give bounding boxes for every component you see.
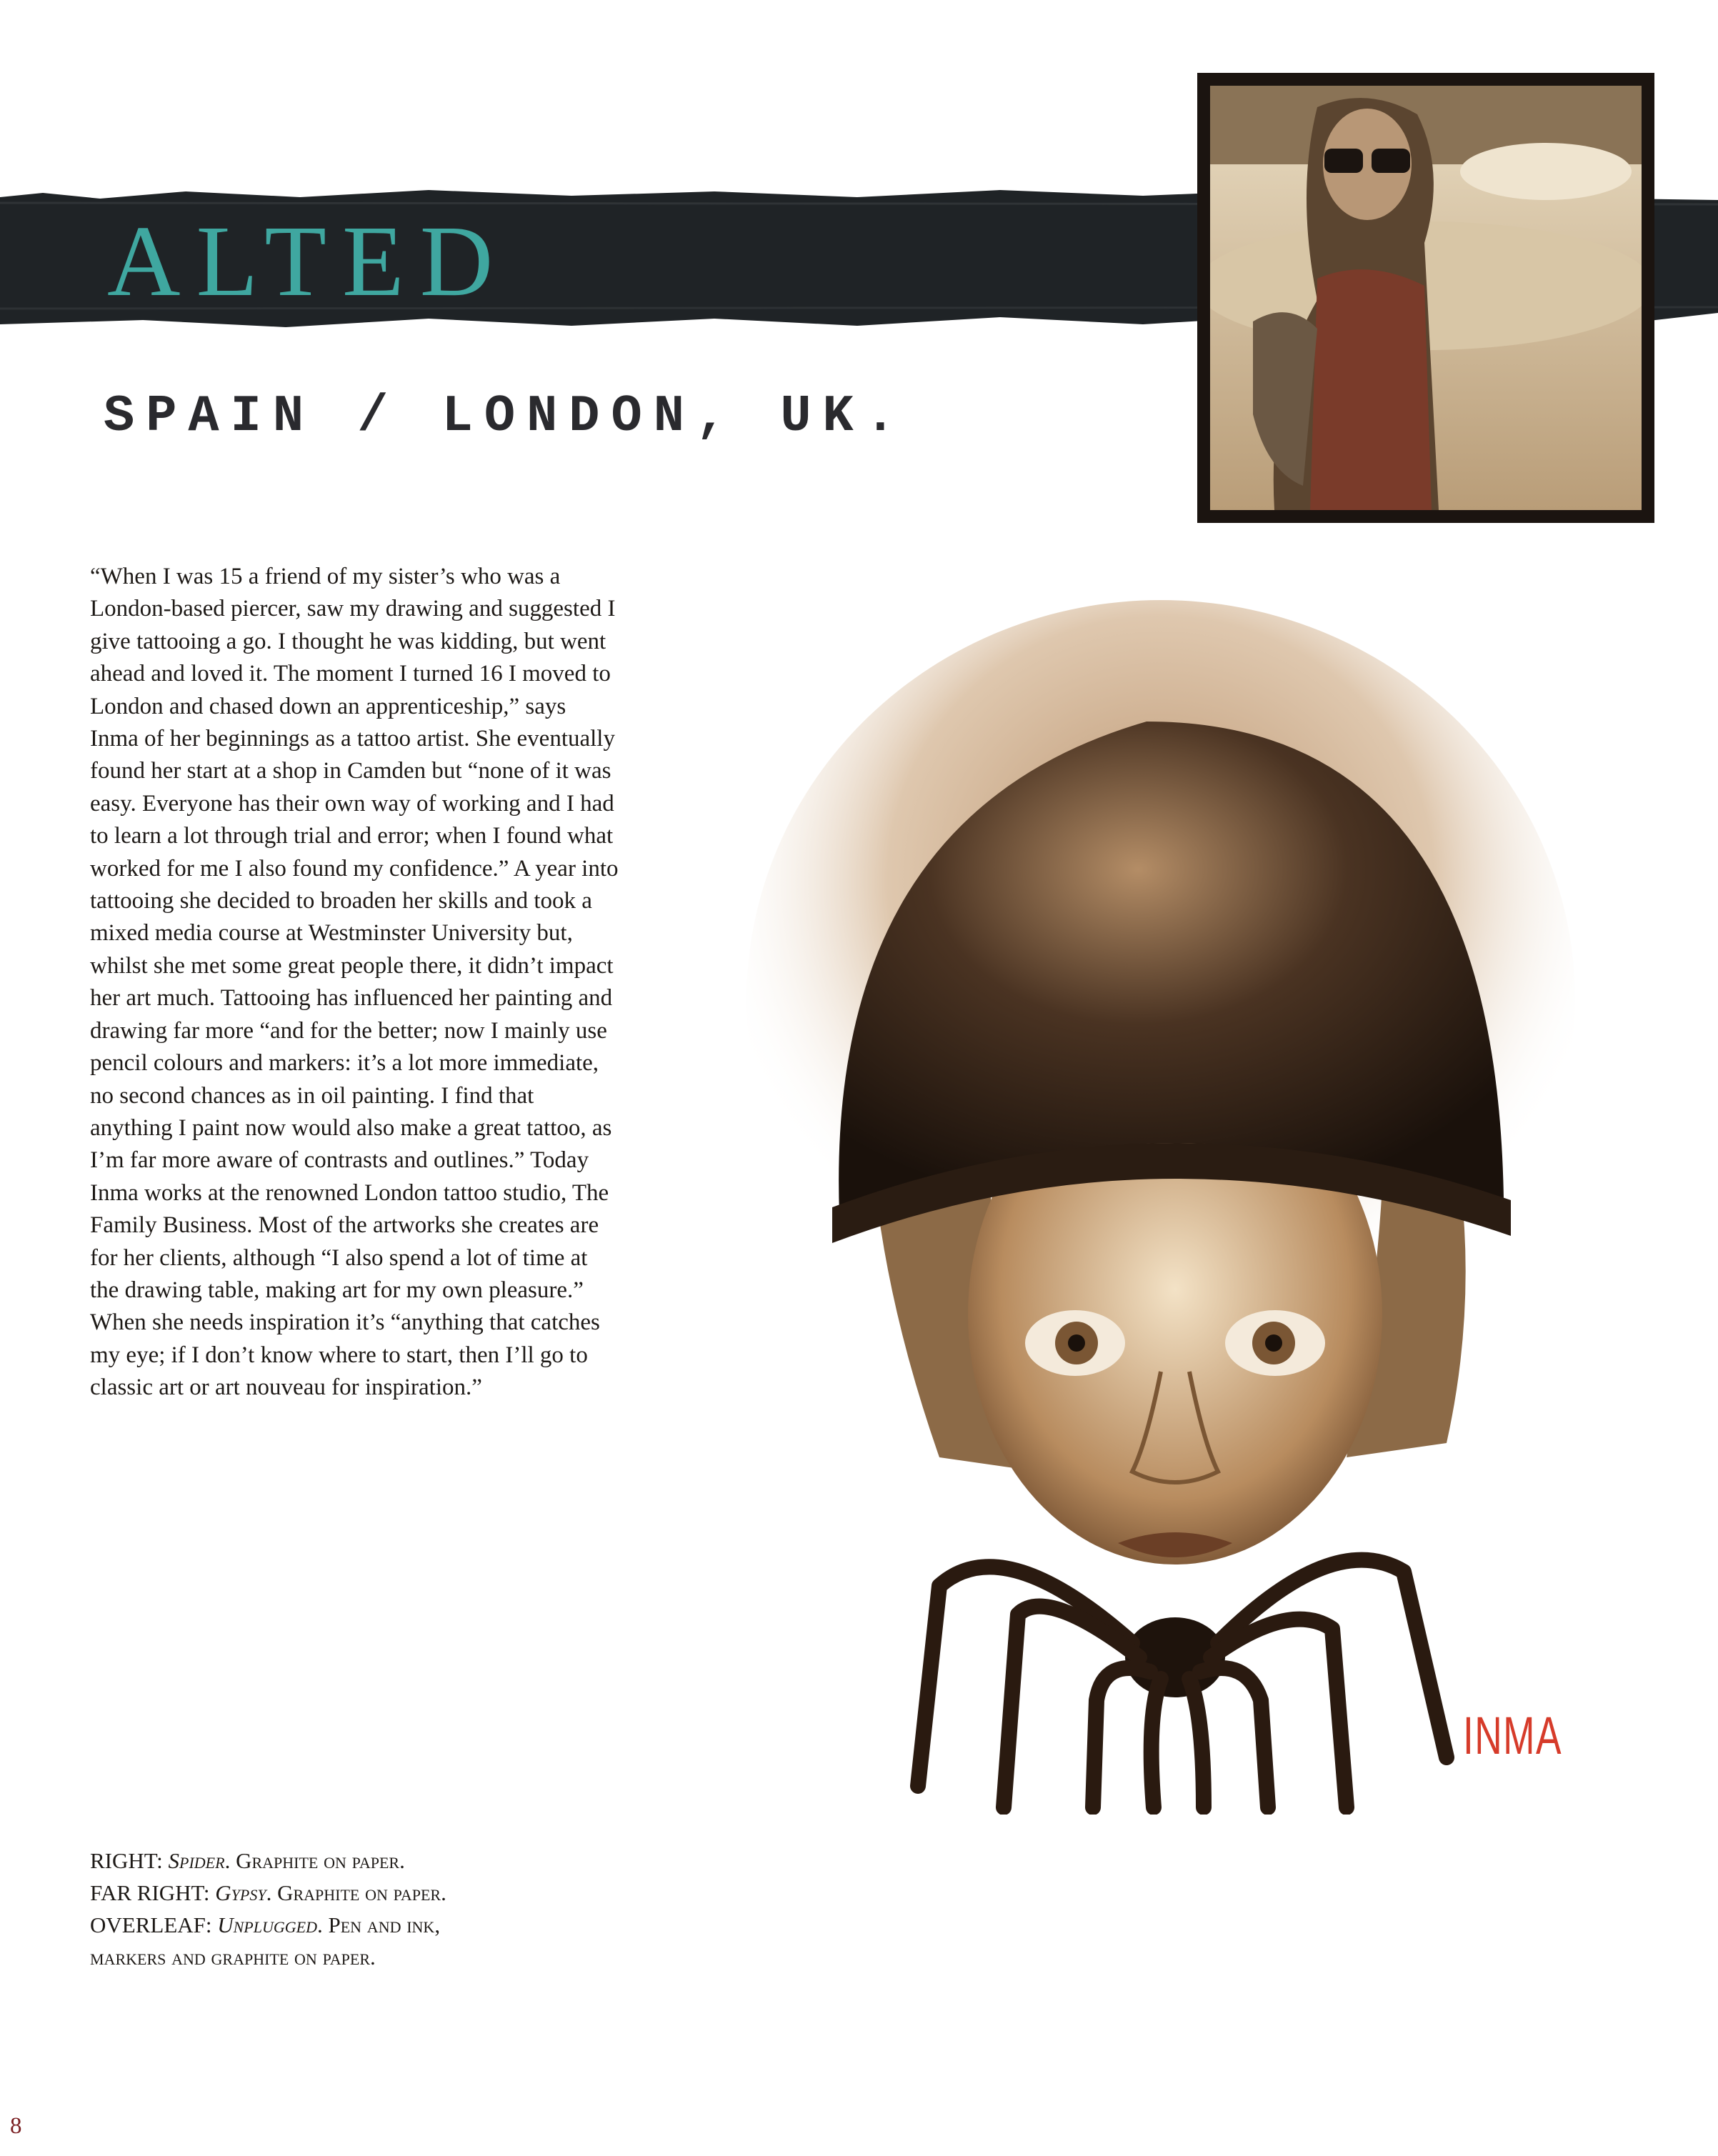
spider-artwork	[704, 600, 1604, 1815]
artist-location: SPAIN / LONDON, UK.	[104, 387, 907, 446]
artwork-captions	[90, 1845, 619, 1973]
artist-name: ALTED	[107, 204, 509, 317]
artist-signature: INMA	[1463, 1706, 1562, 1765]
caption-line: FAR RIGHT: Gypsy. Graphite on paper.	[90, 1880, 446, 1905]
caption-line: RIGHT: Spider. Graphite on paper.	[90, 1848, 405, 1873]
caption-line: markers and graphite on paper.	[90, 1945, 376, 1970]
artist-biography: “When I was 15 a friend of my sister’s who was a London-based piercer, saw my drawing and suggested I give tattooing a go. I thought he was kidding, but went ahead and loved it. The moment I turned 16 I moved to London and chased down an apprenticeship,” says Inma of her beginnings as a tattoo artist. She eventually found her start at a shop in Camden but “none of it was easy. Everyone has their own way of working and I had to learn a lot through trial and error; when I found what worked for me I also found my confidence.” A year into tattooing she decided to broaden her skills and took a mixed media course at Westminster University but, whilst she met some great people there, it didn’t impact her art much. Tattooing has influenced her painting and drawing far more “and for the better; now I mainly use pencil colours and markers: it’s a lot more immediate, no second chances as in oil painting. I find that anything I paint now would also make a great tattoo, as I’m far more aware of contrasts and outlines.” Today Inma works at the renowned London tattoo studio, The Family Business. Most of the artworks she creates are for her clients, although “I also spend a lot of time at the drawing table, making art for my own pleasure.” When she needs inspiration it’s “anything that catches my eye; if I don’t know where to start, then I’ll go to classic art or art nouveau for inspiration.”	[90, 564, 619, 1401]
artist-portrait-photo	[1197, 73, 1654, 523]
page-number: 8	[10, 2113, 22, 2139]
caption-line: OVERLEAF: Unplugged. Pen and ink,	[90, 1912, 441, 1937]
